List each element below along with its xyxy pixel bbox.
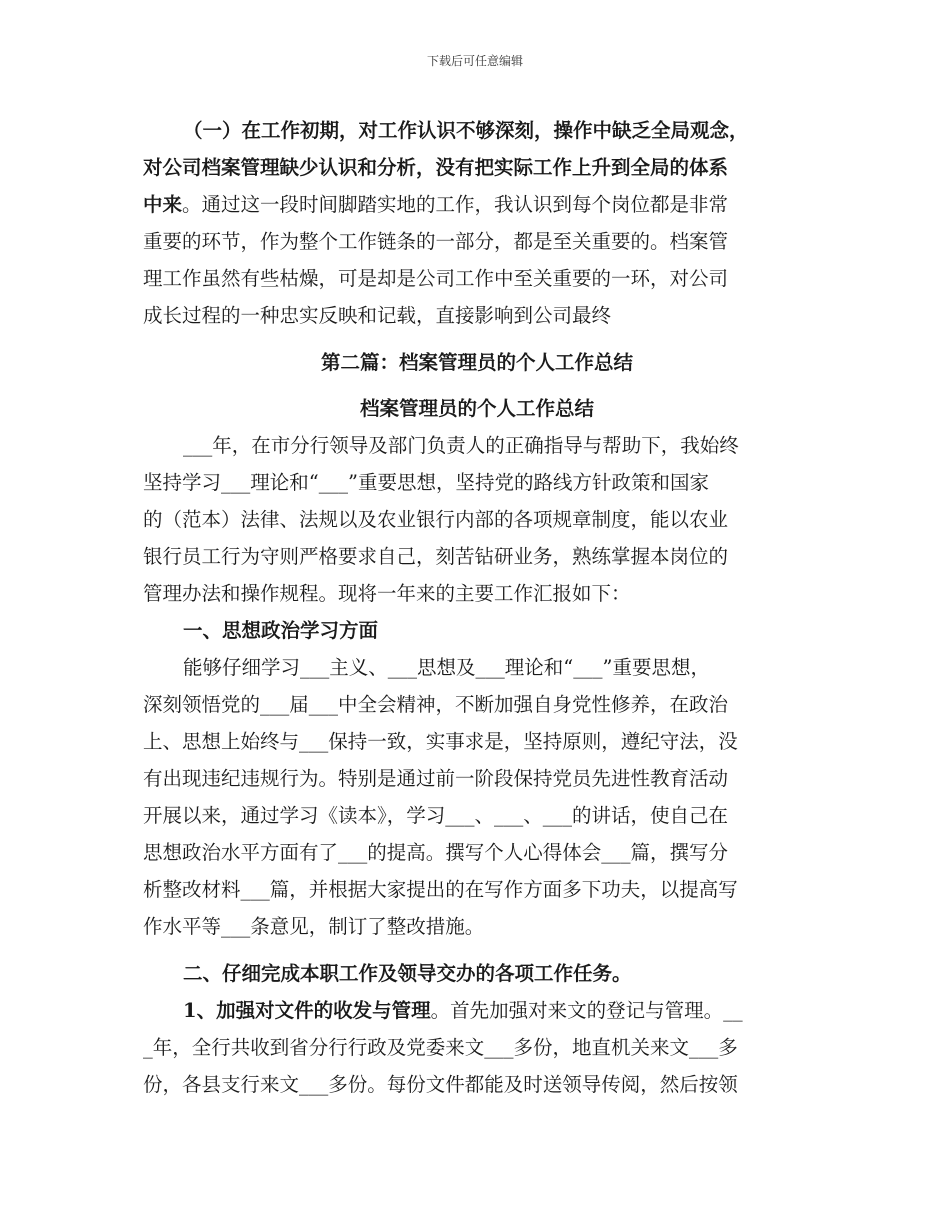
paragraph-2	[143, 427, 811, 612]
para3-line-2: 深刻领悟党的___届___中全会精神，不断加强自身党性修养，在政治	[143, 693, 729, 716]
para2-line-4: 银行员工行为守则严格要求自己，刻苦钻研业务，熟练掌握本岗位的	[143, 545, 729, 568]
para1-line-3	[143, 186, 811, 223]
para2-line-3: 的（范本）法律、法规以及农业银行内部的各项规章制度，能以农业	[143, 508, 729, 531]
para3-line-8: 作水平等___条意见，制订了整改措施。	[143, 915, 485, 938]
page-header: 下载后可任意编辑	[426, 54, 523, 68]
paragraph-4	[143, 992, 811, 1103]
para4-bold-fragment: 1、加强对文件的收发与管理	[183, 999, 431, 1022]
chapter-title: 第二篇：档案管理员的个人工作总结	[320, 351, 633, 374]
para1-line-2: 对公司档案管理缺少认识和分析，没有把实际工作上升到全局的体系	[143, 156, 729, 179]
para1-line-5: 理工作虽然有些枯燥，可是却是公司工作中至关重要的一环，对公司	[143, 267, 729, 290]
para2-line-5: 管理办法和操作规程。现将一年来的主要工作汇报如下：	[143, 582, 631, 605]
para4-line-2: _年，全行共收到省分行行政及党委来文___多份，地直机关来文___多	[143, 1036, 738, 1059]
para3-line-5: 开展以来，通过学习《读本》，学习___、___、___的讲话，使自己在	[143, 804, 729, 827]
para1-line-6: 成长过程的一种忠实反映和记载，直接影响到公司最终	[143, 304, 612, 327]
para2-line-1: ___年，在市分行领导及部门负责人的正确指导与帮助下，我始终	[183, 434, 739, 457]
para2-line-2: 坚持学习___理论和“___”重要思想，坚持党的路线方针政策和国家	[143, 471, 709, 494]
para3-line-3: 上、思想上始终与___保持一致，实事求是，坚持原则，遵纪守法，没	[143, 730, 738, 753]
para4-line-1-rest: 。首先加强对来文的登记与管理。__	[430, 999, 743, 1022]
section-1-heading: 一、思想政治学习方面	[183, 619, 379, 642]
para1-line-4: 重要的环节，作为整个工作链条的一部分，都是至关重要的。档案管	[143, 230, 729, 253]
para3-line-4: 有出现违纪违规行为。特别是通过前一阶段保持党员先进性教育活动	[143, 767, 729, 790]
section-2-heading: 二、仔细完成本职工作及领导交办的各项工作任务。	[183, 962, 632, 985]
para4-line-1	[143, 992, 811, 1029]
para1-line-3-rest: 。通过这一段时间脚踏实地的工作，我认识到每个岗位都是非常	[182, 193, 729, 216]
document-title: 档案管理员的个人工作总结	[359, 397, 594, 420]
paragraph-1	[143, 112, 811, 334]
para4-line-3: 份，各县支行来文___多份。每份文件都能及时送领导传阅，然后按领	[143, 1073, 738, 1096]
para1-bold-fragment: 中来	[143, 193, 183, 216]
para3-line-1: 能够仔细学习___主义、___思想及___理论和“___”重要思想，	[183, 656, 710, 679]
document-body	[143, 112, 811, 1103]
paragraph-3	[143, 649, 811, 945]
para1-line-1: （一）在工作初期，对工作认识不够深刻，操作中缺乏全局观念，	[183, 119, 749, 142]
para3-line-7: 析整改材料___篇，并根据大家提出的在写作方面多下功夫，以提高写	[143, 878, 738, 901]
para3-line-6: 思想政治水平方面有了___的提高。撰写个人心得体会___篇，撰写分	[143, 841, 729, 864]
